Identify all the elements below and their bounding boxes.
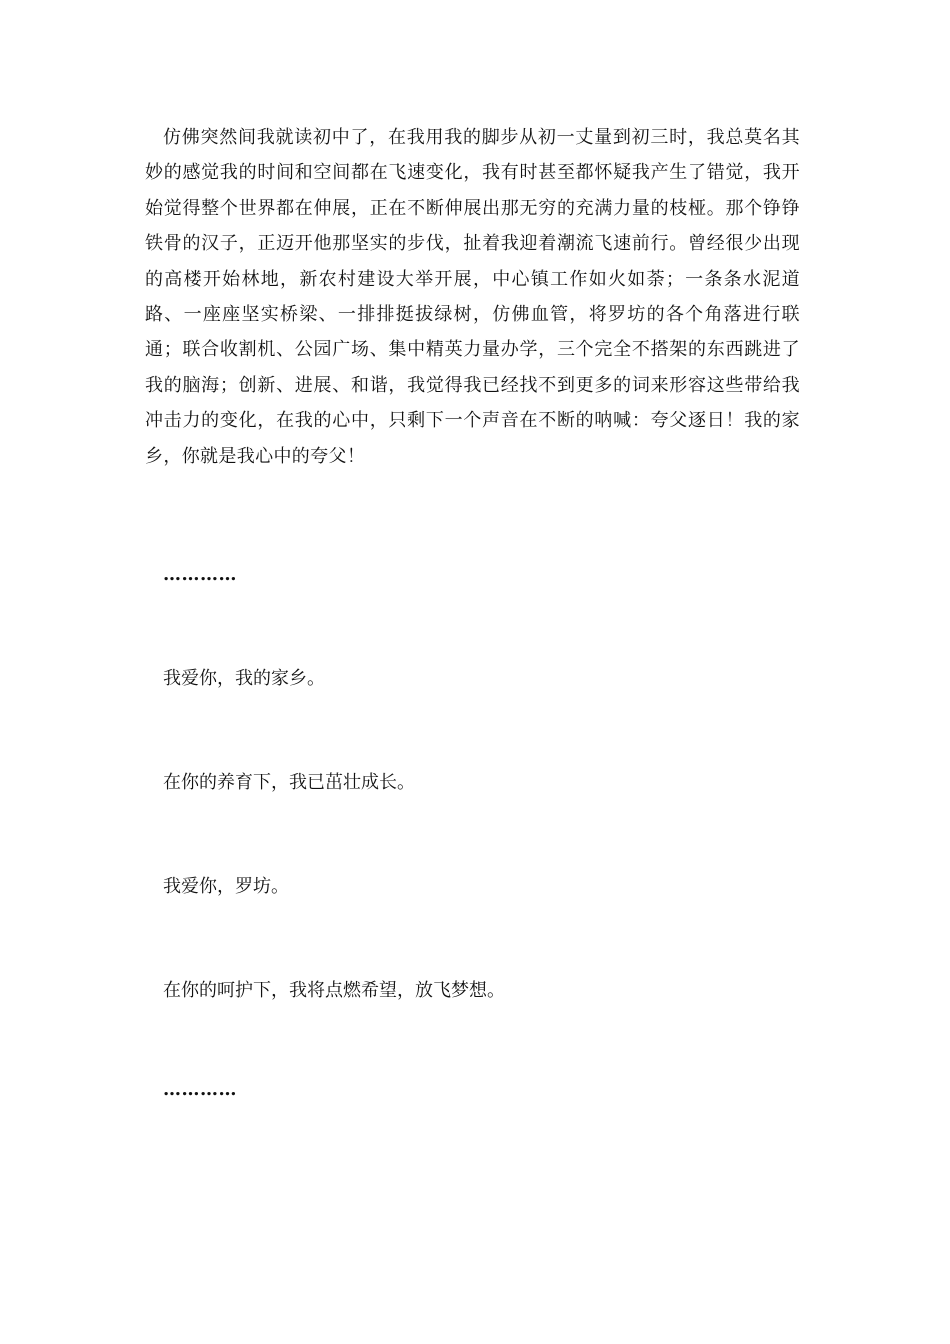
- ellipsis-separator: …………: [163, 1079, 237, 1100]
- ellipsis-separator: …………: [163, 564, 237, 585]
- main-paragraph: 仿佛突然间我就读初中了，在我用我的脚步从初一丈量到初三时，我总莫名其妙的感觉我的时间和空间都在飞速变化，我有时甚至都怀疑我产生了错觉，我开始觉得整个世界都在伸展，正在不断伸展出那无穷的充满力量的枝桠。那个铮铮铁骨的汉子，正迈开他那坚实的步伐，扯着我迎着潮流飞速前行。曾经很少出现的高楼开始林地，新农村建设大举开展，中心镇工作如火如荼；一条条水泥道路、一座座坚实桥梁、一排排挺拔绿树，仿佛血管，将罗坊的各个角落进行联通；联合收割机、公园广场、集中精英力量办学，三个完全不搭架的东西跳进了我的脑海；创新、进展、和谐，我觉得我已经找不到更多的词来形容这些带给我冲击力的变化，在我的心中，只剩下一个声音在不断的呐喊：夸父逐日！我的家乡，你就是我心中的夸父！: [145, 127, 800, 467]
- text-line: 我爱你，罗坊。: [163, 876, 289, 897]
- text-line: 在你的呵护下，我将点燃希望，放飞梦想。: [163, 980, 505, 1001]
- text-line: 在你的养育下，我已茁壮成长。: [163, 772, 415, 793]
- text-line: 我爱你，我的家乡。: [163, 668, 325, 689]
